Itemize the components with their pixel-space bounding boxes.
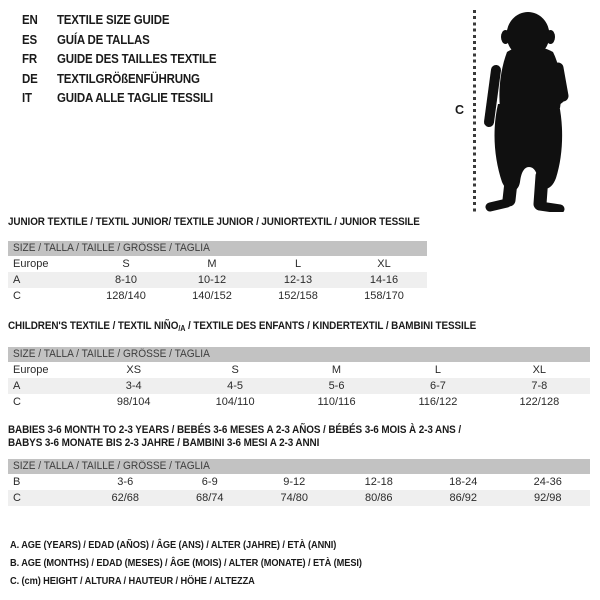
lang-row-fr xyxy=(22,50,216,70)
children-table-title xyxy=(8,320,532,335)
junior-table-section xyxy=(8,216,427,304)
spacer xyxy=(8,450,590,459)
table-cell: 5-6 xyxy=(328,380,345,392)
children-title-pre: CHILDREN'S TEXTILE / TEXTIL NIÑO xyxy=(8,320,179,332)
table-cell: M xyxy=(331,364,342,376)
table-row xyxy=(8,288,427,304)
table-row xyxy=(8,256,427,272)
size-header-bar xyxy=(8,241,427,256)
table-cell: 12-18 xyxy=(364,476,393,488)
table-cell: 140/152 xyxy=(192,290,232,302)
table-cell: 6-9 xyxy=(201,476,218,488)
table-cell: XL xyxy=(377,258,391,270)
lang-row-de xyxy=(22,70,216,90)
table-cell: 116/122 xyxy=(418,396,458,408)
size-header-label: SIZE / TALLA / TAILLE / GRÖSSE / TAGLIA xyxy=(13,242,210,254)
junior-table-title: JUNIOR TEXTILE / TEXTIL JUNIOR/ TEXTILE JUNIOR / JUNIORTEXTIL / JUNIOR TESSILE xyxy=(8,216,420,228)
babies-size-table xyxy=(8,459,590,506)
row-label: Europe xyxy=(13,364,49,376)
lang-text: GUÍA DE TALLAS xyxy=(56,32,150,47)
table-cell: 68/74 xyxy=(195,492,224,504)
row-label: B xyxy=(13,476,21,488)
table-cell: 86/92 xyxy=(449,492,478,504)
legend-line-a: A. AGE (YEARS) / EDAD (AÑOS) / ÂGE (ANS) / ALTER (JAHRE) / ETÀ (ANNI) xyxy=(10,539,337,551)
legend-line-c: C. (cm) HEIGHT / ALTURA / HAUTEUR / HÖHE / ALTEZZA xyxy=(10,575,255,587)
row-label: A xyxy=(13,380,21,392)
children-table-section xyxy=(8,320,590,410)
row-label: Europe xyxy=(13,258,49,270)
table-row xyxy=(8,474,590,490)
table-cell: 98/104 xyxy=(116,396,151,408)
table-cell: S xyxy=(231,364,239,376)
size-header-bar xyxy=(8,347,590,362)
lang-row-en xyxy=(22,11,216,31)
lang-code: ES xyxy=(22,32,37,47)
lang-text: TEXTILE SIZE GUIDE xyxy=(56,13,170,27)
table-cell: 92/98 xyxy=(533,492,562,504)
table-row xyxy=(8,272,427,288)
row-label: A xyxy=(13,274,21,286)
lang-code: DE xyxy=(22,71,38,86)
legend xyxy=(10,536,410,590)
table-cell: 122/128 xyxy=(519,396,560,408)
row-label: C xyxy=(13,396,21,408)
table-cell: 12-13 xyxy=(283,274,313,286)
legend-line-b: B. AGE (MONTHS) / EDAD (MESES) / ÂGE (MOIS) / ALTER (MONATE) / ETÀ (MESI) xyxy=(10,557,362,569)
size-header-bar xyxy=(8,459,590,474)
table-cell: S xyxy=(122,258,130,270)
lang-code: IT xyxy=(22,91,32,105)
table-cell: 128/140 xyxy=(106,290,146,302)
children-title-post: / TEXTILE DES ENFANTS / KINDERTEXTIL / BAMBINI TESSILE xyxy=(185,320,477,332)
table-cell: 80/86 xyxy=(364,492,393,504)
lang-code: FR xyxy=(22,52,37,66)
table-cell: 4-5 xyxy=(227,380,244,392)
lang-text: GUIDA ALLE TAGLIE TESSILI xyxy=(56,91,213,105)
table-cell: L xyxy=(294,258,302,270)
table-cell: 104/110 xyxy=(215,396,255,408)
lang-text: TEXTILGRÖßENFÜHRUNG xyxy=(56,71,200,86)
lang-row-es xyxy=(22,31,216,51)
table-cell: 7-8 xyxy=(531,380,548,392)
baby-silhouette xyxy=(483,6,579,212)
table-cell: XS xyxy=(126,364,142,376)
table-cell: 3-6 xyxy=(117,476,134,488)
babies-table-title-line1: BABIES 3-6 MONTH TO 2-3 YEARS / BEBÉS 3-6 MESES A 2-3 AÑOS / BÉBÉS 3-6 MOIS À 2-3 ANS / xyxy=(8,424,461,436)
language-list xyxy=(22,11,233,109)
lang-text: GUIDE DES TAILLES TEXTILE xyxy=(56,52,217,66)
lang-code: EN xyxy=(22,13,38,27)
table-cell: 62/68 xyxy=(111,492,140,504)
table-cell: 74/80 xyxy=(280,492,309,504)
table-cell: M xyxy=(207,258,217,270)
table-cell: 10-12 xyxy=(197,274,227,286)
table-cell: 110/116 xyxy=(317,396,356,408)
table-cell: XL xyxy=(532,364,547,376)
table-row xyxy=(8,394,590,410)
table-cell: L xyxy=(434,364,441,376)
junior-size-table xyxy=(8,241,427,304)
size-header-label: SIZE / TALLA / TAILLE / GRÖSSE / TAGLIA xyxy=(13,460,210,472)
lang-row-it xyxy=(22,89,216,109)
table-cell: 3-4 xyxy=(125,380,142,392)
size-header-label: SIZE / TALLA / TAILLE / GRÖSSE / TAGLIA xyxy=(13,348,210,360)
row-label: C xyxy=(13,492,21,504)
table-cell: 18-24 xyxy=(449,476,478,488)
table-cell: 9-12 xyxy=(283,476,306,488)
babies-table-section xyxy=(8,424,590,506)
table-cell: 152/158 xyxy=(278,290,318,302)
row-label: C xyxy=(13,290,21,302)
babies-table-title-line2: BABYS 3-6 MONATE BIS 2-3 JAHRE / BAMBINI 3-6 MESI A 2-3 ANNI xyxy=(8,437,320,449)
children-size-table xyxy=(8,347,590,410)
table-cell: 6-7 xyxy=(429,380,446,392)
table-cell: 8-10 xyxy=(114,274,138,286)
height-measure-line xyxy=(473,10,476,212)
children-title-sub: /A xyxy=(178,324,186,333)
table-row xyxy=(8,362,590,378)
table-row xyxy=(8,490,590,506)
height-label: C xyxy=(455,103,465,117)
table-cell: 158/170 xyxy=(364,290,404,302)
table-cell: 24-36 xyxy=(533,476,562,488)
table-cell: 14-16 xyxy=(369,274,399,286)
table-row xyxy=(8,378,590,394)
